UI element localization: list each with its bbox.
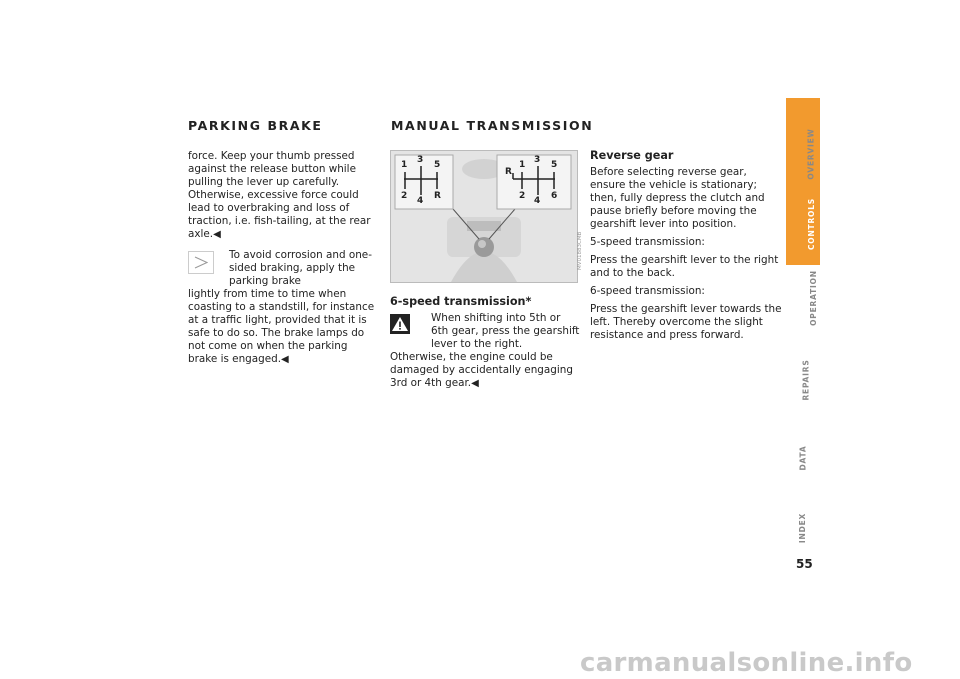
gear-label: 4 [417, 196, 424, 206]
parking-brake-para1: force. Keep your thumb pressed against the release button while pulling the lever up carefully. [188, 150, 356, 188]
warning-first-lines: When shifting into 5th or 6th gear, press the gearshift lever to the right. [431, 312, 580, 350]
gear-label: 5 [434, 160, 441, 170]
section-tabs [786, 98, 820, 568]
reverse-gear-title: Reverse gear [590, 149, 674, 162]
reverse-label5: 5-speed transmission: [590, 236, 705, 248]
gear-label: 1 [401, 160, 408, 170]
note-rest: lightly from time to time when coasting to a standstill, for instance at a traffic light, provided that it is safe to do so. The brake lamps do not come on when the parking brake is engaged.◀ [188, 288, 375, 365]
middle-column [390, 295, 580, 390]
gear-label: R [434, 191, 441, 201]
gearshift-illustration [391, 151, 577, 282]
header-parking-brake: PARKING BRAKE [188, 118, 323, 133]
note-arrow-icon [188, 251, 214, 274]
left-column [188, 150, 380, 366]
gear-label: 4 [534, 196, 541, 206]
tab-index[interactable]: INDEX [797, 512, 807, 544]
end-mark-icon: ◀ [281, 354, 289, 365]
right-column [590, 149, 782, 342]
reverse-label6: 6-speed transmission: [590, 285, 705, 297]
gear-label: 5 [551, 160, 558, 170]
warning-block [390, 312, 580, 390]
tab-repairs[interactable]: REPAIRS [801, 359, 811, 401]
figure-code: MV01883CMB [577, 231, 583, 270]
tab-overview[interactable]: OVERVIEW [806, 128, 816, 180]
end-mark-icon: ◀ [471, 378, 479, 389]
parking-brake-para2: Otherwise, excessive force could lead to overbraking and loss of traction, i.e. fish-tailing, at the rear axle.◀ [188, 189, 371, 240]
tab-operation[interactable]: OPERATION [808, 270, 818, 326]
header-manual-transmission: MANUAL TRANSMISSION [391, 118, 594, 133]
note-first-lines: To avoid corrosion and one-sided braking, apply the parking brake [229, 249, 372, 287]
gear-label: 6 [551, 191, 558, 201]
gear-label: 2 [401, 191, 408, 201]
warning-rest: Otherwise, the engine could be damaged by accidentally engaging 3rd or 4th gear.◀ [390, 351, 573, 389]
tab-controls[interactable]: CONTROLS [807, 197, 817, 251]
reverse-para5: Press the gearshift lever to the right and to the back. [590, 254, 779, 279]
gear-label: 2 [519, 191, 526, 201]
reverse-para6: Press the gearshift lever towards the left. Thereby overcome the slight resistance and press forward. [590, 303, 782, 341]
end-mark-icon: ◀ [213, 229, 221, 240]
page-number: 55 [796, 557, 813, 571]
watermark: carmanualsonline.info [580, 648, 913, 678]
warning-triangle-icon [390, 314, 410, 334]
gear-label: 3 [534, 155, 541, 165]
gear-label: 1 [519, 160, 526, 170]
gear-label: 3 [417, 155, 424, 165]
gear-label: R [505, 167, 512, 177]
reverse-para1: Before selecting reverse gear, ensure the vehicle is stationary; then, fully depress the clutch and pause briefly before moving the gearshift lever into position. [590, 166, 765, 230]
six-speed-title: 6-speed transmission* [390, 295, 532, 308]
tab-data[interactable]: DATA [798, 445, 807, 471]
gearshift-figure [390, 150, 578, 283]
note-block [188, 249, 380, 366]
